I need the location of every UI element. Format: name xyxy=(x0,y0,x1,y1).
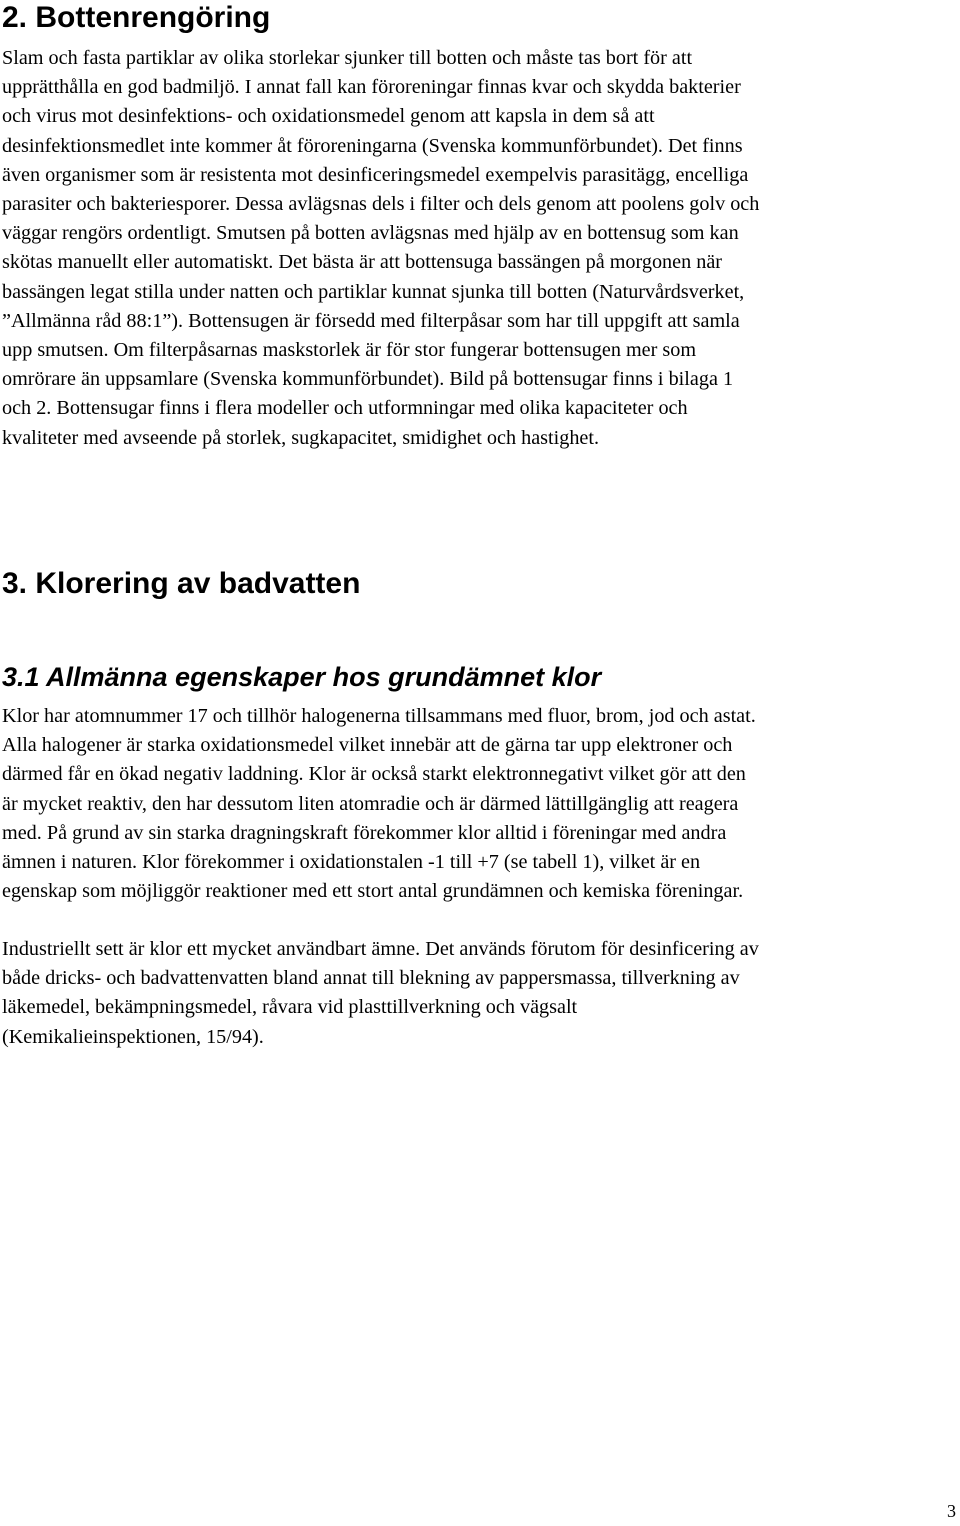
text-line: därmed får en ökad negativ laddning. Klor är också starkt elektronnegativt vilket gör att den xyxy=(2,763,746,786)
text-line: omrörare än uppsamlare (Svenska kommunförbundet). Bild på bottensugar finns i bilaga 1 xyxy=(2,368,734,391)
text-line: egenskap som möjliggör reaktioner med ett stort antal grundämnen och kemiska föreningar. xyxy=(2,880,744,903)
section-paragraph xyxy=(2,702,756,906)
text-line: Slam och fasta partiklar av olika storlekar sjunker till botten och måste tas bort för att xyxy=(2,47,693,69)
text-line: även organismer som är resistenta mot desinficeringsmedel exempelvis parasitägg, encelliga xyxy=(2,163,749,186)
text-line: med. På grund av sin starka dragningskraft förekommer klor alltid i föreningar med andra xyxy=(2,821,727,844)
text-line: Industriellt sett är klor ett mycket användbart ämne. Det används förutom för desinficering av xyxy=(2,938,759,960)
text-line: Alla halogener är starka oxidationsmedel vilket innebär att de gärna tar upp elektroner och xyxy=(2,734,733,757)
subsection-heading: 3.1 Allmänna egenskaper hos grundämnet klor xyxy=(2,662,602,692)
section-paragraph xyxy=(2,935,759,1052)
section-heading: 3. Klorering av badvatten xyxy=(2,567,361,600)
text-line: är mycket reaktiv, den har dessutom liten atomradie och är därmed lättillgänglig att reagera xyxy=(2,792,739,815)
text-line: desinfektionsmedlet inte kommer åt föroreningarna (Svenska kommunförbundet). Det finns xyxy=(2,134,743,157)
text-line: och virus mot desinfektions- och oxidationsmedel genom att kapsla in dem så att xyxy=(2,105,655,128)
text-line: ämnen i naturen. Klor förekommer i oxidationstalen -1 till +7 (se tabell 1), vilket är en xyxy=(2,851,701,874)
text-line: och 2. Bottensugar finns i flera modeller och utformningar med olika kapaciteter och xyxy=(2,397,688,420)
text-line: läkemedel, bekämpningsmedel, råvara vid plasttillverkning och vägsalt xyxy=(2,996,578,1019)
text-line: kvaliteter med avseende på storlek, sugkapacitet, smidighet och hastighet. xyxy=(2,426,600,449)
text-line: bassängen legat stilla under natten och partiklar kunnat sjunka till botten (Naturvårdsverket, xyxy=(2,280,745,303)
text-line: Klor har atomnummer 17 och tillhör halogenerna tillsammans med fluor, brom, jod och astat. xyxy=(2,705,756,727)
text-line: både dricks- och badvattenvatten bland annat till blekning av pappersmassa, tillverkning av xyxy=(2,967,740,990)
section-paragraph xyxy=(2,44,759,453)
text-line: (Kemikalieinspektionen, 15/94). xyxy=(2,1025,264,1048)
page-number: 3 xyxy=(947,1501,956,1521)
text-line: skötas manuellt eller automatiskt. Det bästa är att bottensuga bassängen på morgonen när xyxy=(2,251,723,274)
text-line: upp smutsen. Om filterpåsarnas maskstorlek är för stor fungerar bottensugen mer som xyxy=(2,339,697,362)
text-line: ”Allmänna råd 88:1”). Bottensugen är försedd med filterpåsar som har till uppgift att samla xyxy=(2,309,740,332)
text-line: upprätthålla en god badmiljö. I annat fall kan föroreningar finnas kvar och skydda bakterier xyxy=(2,76,741,99)
text-line: parasiter och bakteriesporer. Dessa avlägsnas dels i filter och dels genom att poolens golv och xyxy=(2,193,760,216)
text-line: väggar rengörs ordentligt. Smutsen på botten avlägsnas med hjälp av en bottensug som kan xyxy=(2,222,739,245)
section-heading: 2. Bottenrengöring xyxy=(2,1,271,34)
